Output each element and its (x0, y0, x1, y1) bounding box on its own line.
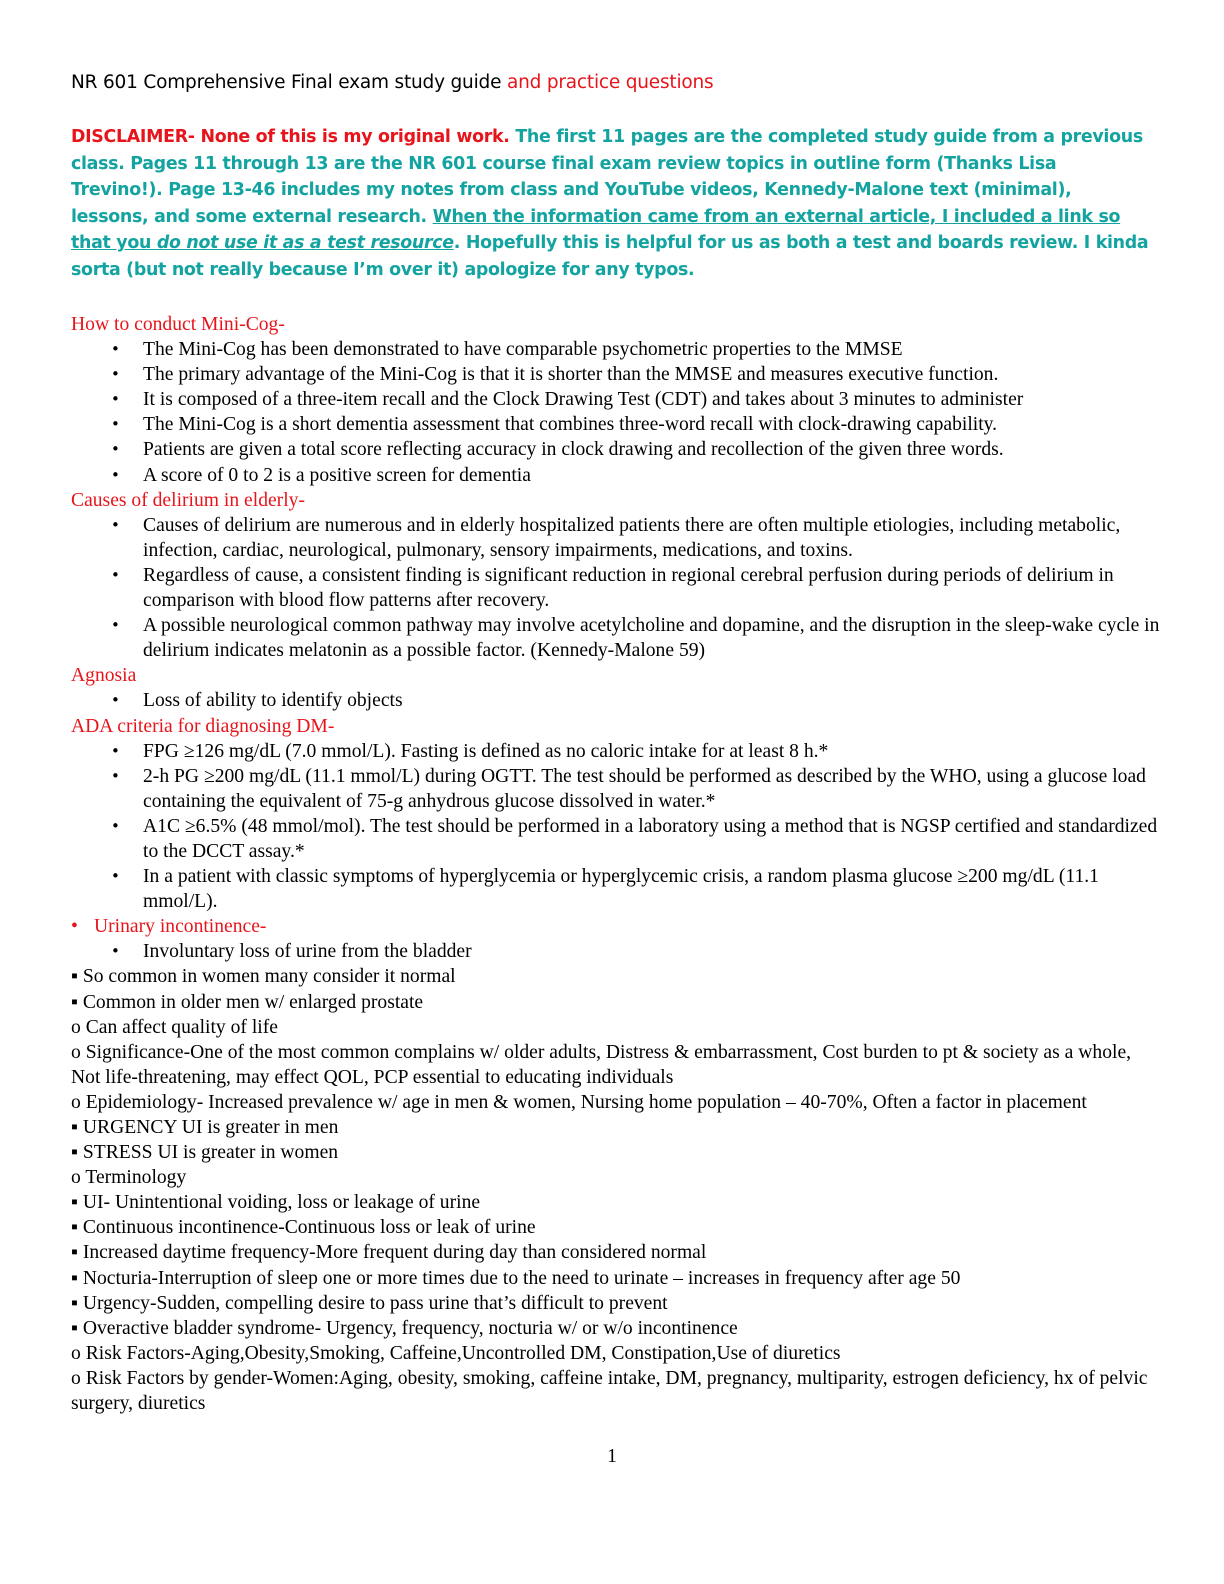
list-item: • A1C ≥6.5% (48 mmol/mol). The test should be performed in a laboratory using a method that is NGSP certified and standardized to the DCCT assay.* (71, 814, 1161, 864)
document-title (71, 72, 714, 93)
list-item: • A possible neurological common pathway may involve acetylcholine and dopamine, and the disruption in the sleep-wake cycle in delirium indicates melatonin as a possible factor. (Kennedy-Malone 59) (71, 613, 1161, 663)
disclaimer-underlined-italic: do not use it as a test resource (156, 233, 454, 254)
section-heading-delirium: Causes of delirium in elderly- (71, 489, 305, 511)
disclaimer-text-1: The first 11 pages are the completed study guide from a previous class. Pages 11 through 13 are the NR 601 course final exam review topics in outline form (Thanks Lisa Trevino!). Page 13-46 includes my notes from class and YouTube videos, Kennedy-Malone text (minimal), lessons, and some external research. (71, 127, 1143, 227)
outline-line: ▪ UI- Unintentional voiding, loss or leakage of urine (71, 1192, 481, 1214)
list-item: • The Mini-Cog is a short dementia assessment that combines three-word recall with clock-drawing capability. (71, 412, 1161, 437)
list-item: • A score of 0 to 2 is a positive screen for dementia (71, 463, 1161, 488)
list-item: • In a patient with classic symptoms of hyperglycemia or hyperglycemic crisis, a random plasma glucose ≥200 mg/dL (11.1 mmol/L). (71, 864, 1161, 914)
list-item: • FPG ≥126 mg/dL (7.0 mmol/L). Fasting is defined as no caloric intake for at least 8 h.* (71, 739, 1161, 764)
outline-line: o Epidemiology- Increased prevalence w/ age in men & women, Nursing home population – 40-70%, Often a factor in placement (71, 1091, 1087, 1113)
disclaimer-label: DISCLAIMER- None of this is my original work. (71, 127, 510, 147)
outline-line: o Risk Factors by gender-Women:Aging, obesity, smoking, caffeine intake, DM, pregnancy, multiparity, estrogen deficiency, hx of pelvic surgery, diuretics (71, 1367, 1148, 1415)
outline-line: o Terminology (71, 1167, 187, 1189)
list-item: • Causes of delirium are numerous and in elderly hospitalized patients there are often multiple etiologies, including metabolic, infection, cardiac, neurological, pulmonary, sensory impairments, medications, and toxins. (71, 513, 1161, 563)
list-item: • Patients are given a total score reflecting accuracy in clock drawing and recollection of the given three words. (71, 437, 1161, 462)
list-item: • 2-h PG ≥200 mg/dL (11.1 mmol/L) during OGTT. The test should be performed as described by the WHO, using a glucose load containing the equivalent of 75-g anhydrous glucose dissolved in water.* (71, 764, 1161, 814)
outline-line: ▪ Urgency-Sudden, compelling desire to pass urine that’s difficult to prevent (71, 1292, 668, 1314)
outline-line: ▪ Increased daytime frequency-More frequent during day than considered normal (71, 1242, 707, 1264)
title-main: NR 601 Comprehensive Final exam study guide (71, 72, 502, 93)
list-item: • Regardless of cause, a consistent finding is significant reduction in regional cerebral perfusion during periods of delirium in comparison with blood flow patterns after recovery. (71, 563, 1161, 613)
outline-line: ▪ Continuous incontinence-Continuous loss or leak of urine (71, 1217, 536, 1239)
list-item: • It is composed of a three-item recall and the Clock Drawing Test (CDT) and takes about 3 minutes to administer (71, 387, 1161, 412)
section-heading-agnosia: Agnosia (71, 665, 137, 687)
outline-line: o Risk Factors-Aging,Obesity,Smoking, Caffeine,Uncontrolled DM, Constipation,Use of diuretics (71, 1342, 841, 1364)
title-highlight: and practice questions (506, 72, 714, 93)
study-guide-body (71, 312, 1161, 1416)
outline-line: o Significance-One of the most common complains w/ older adults, Distress & embarrassment, Cost burden to pt & society as a whole, Not life-threatening, may effect QOL, PCP essential to educating individuals (71, 1041, 1132, 1088)
section-heading-ada: ADA criteria for diagnosing DM- (71, 715, 335, 737)
disclaimer-underlined: When the information came from an external article, I included a link so that you (71, 206, 1121, 254)
disclaimer-text-2: . Hopefully this is helpful for us as both a test and boards review. I kinda sorta (but not really because I’m over it) apologize for any typos. (71, 233, 1149, 280)
outline-line: ▪ URGENCY UI is greater in men (71, 1117, 339, 1138)
outline-line: ▪ Nocturia-Interruption of sleep one or more times due to the need to urinate – increases in frequency after age 50 (71, 1267, 961, 1289)
list-item: • Involuntary loss of urine from the bladder (71, 939, 1161, 964)
list-item: • The Mini-Cog has been demonstrated to have comparable psychometric properties to the MMSE (71, 337, 1161, 362)
outline-line: ▪ So common in women many consider it normal (71, 966, 456, 988)
section-heading-minicog: How to conduct Mini-Cog- (71, 314, 285, 335)
outline-line: ▪ STRESS UI is greater in women (71, 1142, 339, 1164)
disclaimer-paragraph (71, 124, 1151, 284)
list-item: • Loss of ability to identify objects (71, 688, 1161, 713)
outline-line: o Can affect quality of life (71, 1016, 278, 1038)
list-item: • The primary advantage of the Mini-Cog is that it is shorter than the MMSE and measures executive function. (71, 362, 1161, 387)
outline-line: ▪ Overactive bladder syndrome- Urgency, frequency, nocturia w/ or w/o incontinence (71, 1317, 738, 1339)
page-number: 1 (607, 1446, 617, 1467)
outline-line: ▪ Common in older men w/ enlarged prostate (71, 991, 424, 1013)
section-heading-urinary-incontinence: • Urinary incontinence- (71, 914, 1161, 939)
